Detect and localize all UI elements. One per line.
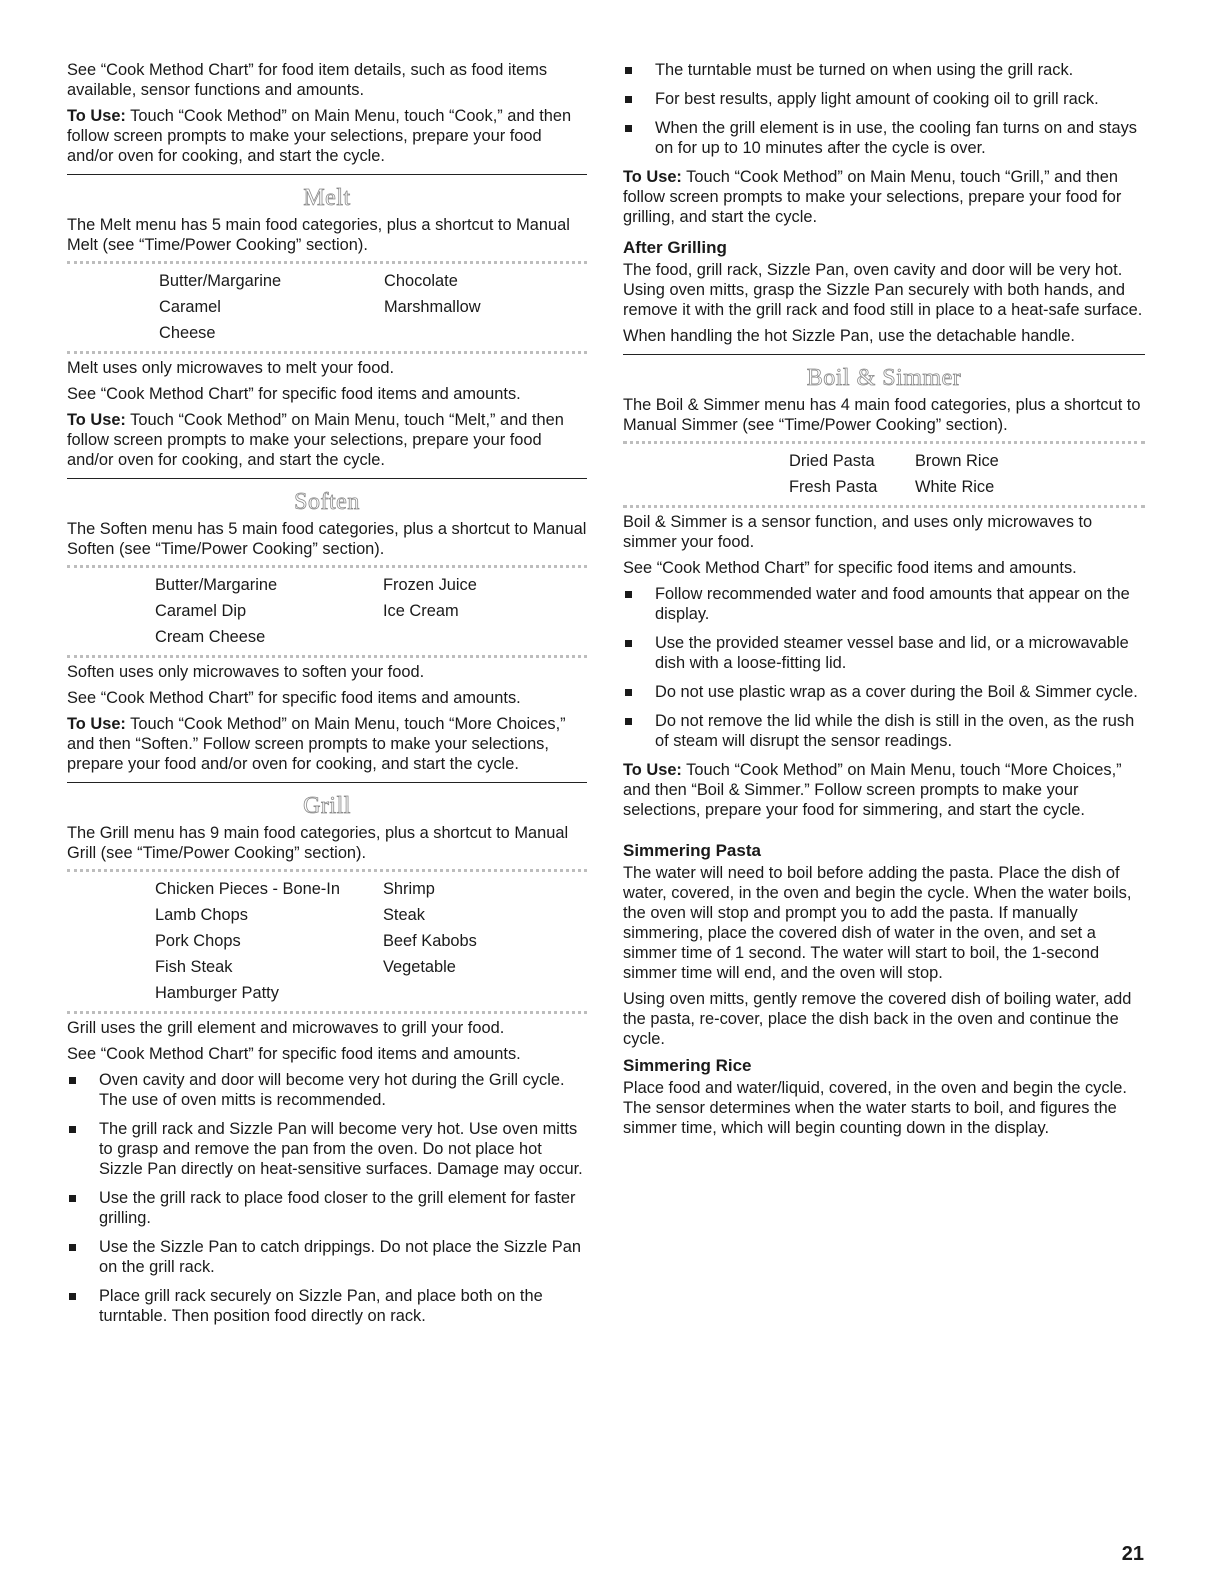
bullet-square-icon	[69, 1293, 76, 1300]
intro-paragraph: See “Cook Method Chart” for food item details, such as food items available, sensor functions and amounts.	[67, 61, 548, 99]
section-divider	[67, 478, 587, 479]
category-item: Cream Cheese	[155, 628, 266, 646]
pasta-p2: Using oven mitts, gently remove the covered dish of boiling water, add the pasta, re-cover, place the dish back in the oven and continue the cycle.	[623, 990, 1132, 1048]
boil-p2: See “Cook Method Chart” for specific food items and amounts.	[623, 559, 1077, 577]
list-item	[67, 1286, 587, 1326]
boil-to-use	[623, 760, 1145, 820]
list-item-text: The turntable must be turned on when using the grill rack.	[655, 61, 1074, 79]
category-item: Ice Cream	[383, 602, 459, 620]
category-item: Frozen Juice	[383, 576, 477, 594]
category-item: Vegetable	[383, 958, 456, 976]
bullet-square-icon	[625, 67, 632, 74]
category-item: Caramel Dip	[155, 602, 247, 620]
to-use-text: Touch “Cook Method” on Main Menu, touch “Grill,” and then follow screen prompts to make your selections, prepare your food for grilling, and start the cycle.	[623, 168, 1122, 226]
after-grilling-p2: When handling the hot Sizzle Pan, use the detachable handle.	[623, 327, 1075, 345]
section-title-soften: Soften	[294, 489, 360, 515]
to-use-label: To Use:	[67, 107, 126, 125]
to-use-label: To Use:	[67, 715, 126, 733]
boil-bullet-list	[623, 584, 1145, 751]
category-item: Lamb Chops	[155, 906, 248, 924]
category-item: Dried Pasta	[789, 452, 875, 470]
list-item	[623, 60, 1145, 80]
section-divider	[67, 174, 587, 175]
list-item-text: Use the grill rack to place food closer to the grill element for faster grilling.	[99, 1189, 576, 1227]
melt-categories	[67, 268, 587, 347]
grill-bullet-list	[67, 1070, 587, 1326]
melt-intro: The Melt menu has 5 main food categories, plus a shortcut to Manual Melt (see “Time/Power Cooking” section).	[67, 216, 570, 254]
right-column	[623, 60, 1145, 1144]
dotted-divider	[67, 869, 587, 872]
list-item	[67, 1119, 587, 1179]
section-title-grill: Grill	[303, 793, 351, 819]
to-use-text: Touch “Cook Method” on Main Menu, touch “More Choices,” and then “Soften.” Follow screen prompts to make your selections, prepare your food and/or oven for cooking, and start the cycle.	[67, 715, 566, 773]
list-item-text: The grill rack and Sizzle Pan will become very hot. Use oven mitts to grasp and remove the pan from the oven. Do not place hot Sizzle Pan directly on heat-sensitive surfaces. Damage may occur.	[99, 1120, 583, 1178]
intro-to-use	[67, 106, 587, 166]
list-item-text: Do not use plastic wrap as a cover during the Boil & Simmer cycle.	[655, 683, 1138, 701]
section-title-boil-simmer: Boil & Simmer	[806, 365, 962, 391]
page-number: 21	[1121, 1543, 1144, 1565]
rice-p1: Place food and water/liquid, covered, in the oven and begin the cycle. The sensor determines when the water starts to boil, and figures the simmer time, which will begin counting down in the display.	[623, 1079, 1127, 1137]
category-item: Butter/Margarine	[159, 272, 282, 290]
section-divider	[623, 354, 1145, 355]
bullet-square-icon	[625, 96, 632, 103]
soften-to-use	[67, 714, 587, 774]
list-item	[67, 1237, 587, 1277]
category-item: Chicken Pieces - Bone-In	[155, 880, 340, 898]
to-use-text: Touch “Cook Method” on Main Menu, touch “Melt,” and then follow screen prompts to make your selections, prepare your food and/or oven for cooking, and start the cycle.	[67, 411, 564, 469]
bullet-square-icon	[69, 1195, 76, 1202]
list-item-text: When the grill element is in use, the cooling fan turns on and stays on for up to 10 minutes after the cycle is over.	[655, 119, 1137, 157]
category-item: Marshmallow	[384, 298, 481, 316]
after-grilling-p1: The food, grill rack, Sizzle Pan, oven cavity and door will be very hot. Using oven mitts, grasp the Sizzle Pan securely with both hands, and remove it with the grill rack and food still in place to a heat-safe surface.	[623, 261, 1143, 319]
list-item-text: Do not remove the lid while the dish is still in the oven, as the rush of steam will disrupt the sensor readings.	[655, 712, 1135, 750]
dotted-divider	[67, 1011, 587, 1014]
section-title-melt: Melt	[303, 185, 351, 211]
list-item	[67, 1070, 587, 1110]
bullet-square-icon	[625, 718, 632, 725]
heading-simmering-pasta: Simmering Pasta	[623, 841, 761, 860]
list-item-text: Use the Sizzle Pan to catch drippings. Do not place the Sizzle Pan on the grill rack.	[99, 1238, 581, 1276]
heading-after-grilling: After Grilling	[623, 238, 727, 257]
to-use-text: Touch “Cook Method” on Main Menu, touch “Cook,” and then follow screen prompts to make your selections, prepare your food and/or oven for cooking, and start the cycle.	[67, 107, 572, 165]
list-item-text: Follow recommended water and food amounts that appear on the display.	[655, 585, 1130, 623]
list-item-text: Oven cavity and door will become very hot during the Grill cycle. The use of oven mitts is recommended.	[99, 1071, 565, 1109]
category-item: Beef Kabobs	[383, 932, 477, 950]
boil-intro: The Boil & Simmer menu has 4 main food categories, plus a shortcut to Manual Simmer (see “Time/Power Cooking” section).	[623, 396, 1141, 434]
melt-to-use	[67, 410, 587, 470]
category-item: Shrimp	[383, 880, 435, 898]
bullet-square-icon	[69, 1077, 76, 1084]
dotted-divider	[67, 351, 587, 354]
to-use-label: To Use:	[623, 761, 682, 779]
category-item: Cheese	[159, 324, 216, 342]
boil-categories	[623, 448, 1145, 501]
pasta-p1: The water will need to boil before adding the pasta. Place the dish of water, covered, in the oven and begin the cycle. When the water boils, the oven will stop and prompt you to add the pasta. If manually simmering, place the covered dish of water in the oven, and set a simmer time of 1 second. The water will start to boil, the 1-second simmer time will end, and the oven will stop.	[623, 864, 1132, 982]
grill-categories	[67, 876, 587, 1007]
category-item: Butter/Margarine	[155, 576, 278, 594]
category-item: Brown Rice	[915, 452, 999, 470]
dotted-divider	[623, 505, 1145, 508]
bullet-square-icon	[625, 689, 632, 696]
to-use-text: Touch “Cook Method” on Main Menu, touch “More Choices,” and then “Boil & Simmer.” Follow screen prompts to make your selections, prepare your food for simmering, and start the cycle.	[623, 761, 1122, 819]
category-item: Caramel	[159, 298, 221, 316]
list-item-text: Place grill rack securely on Sizzle Pan, and place both on the turntable. Then position food directly on rack.	[99, 1287, 543, 1325]
list-item	[623, 633, 1145, 673]
category-item: Hamburger Patty	[155, 984, 279, 1002]
list-item	[623, 118, 1145, 158]
melt-p1: Melt uses only microwaves to melt your food.	[67, 359, 395, 377]
bullet-square-icon	[69, 1126, 76, 1133]
bullet-square-icon	[69, 1244, 76, 1251]
heading-simmering-rice: Simmering Rice	[623, 1056, 752, 1075]
section-divider	[67, 782, 587, 783]
grill-to-use	[623, 167, 1145, 227]
category-item: White Rice	[915, 478, 995, 496]
bullet-square-icon	[625, 640, 632, 647]
list-item	[623, 89, 1145, 109]
category-item: Chocolate	[384, 272, 458, 290]
bullet-square-icon	[625, 591, 632, 598]
list-item	[623, 682, 1145, 702]
boil-p1: Boil & Simmer is a sensor function, and uses only microwaves to simmer your food.	[623, 513, 1093, 551]
category-item: Pork Chops	[155, 932, 241, 950]
grill-intro: The Grill menu has 9 main food categories, plus a shortcut to Manual Grill (see “Time/Power Cooking” section).	[67, 824, 569, 862]
grill-rack-bullet-list	[623, 60, 1145, 158]
category-item: Fish Steak	[155, 958, 233, 976]
list-item	[623, 584, 1145, 624]
soften-p2: See “Cook Method Chart” for specific food items and amounts.	[67, 689, 521, 707]
list-item	[623, 711, 1145, 751]
grill-p2: See “Cook Method Chart” for specific food items and amounts.	[67, 1045, 521, 1063]
grill-p1: Grill uses the grill element and microwaves to grill your food.	[67, 1019, 505, 1037]
list-item	[67, 1188, 587, 1228]
soften-categories	[67, 572, 587, 651]
melt-p2: See “Cook Method Chart” for specific food items and amounts.	[67, 385, 521, 403]
list-item-text: Use the provided steamer vessel base and lid, or a microwavable dish with a loose-fitting lid.	[655, 634, 1129, 672]
to-use-label: To Use:	[623, 168, 682, 186]
to-use-label: To Use:	[67, 411, 126, 429]
category-item: Fresh Pasta	[789, 478, 878, 496]
category-item: Steak	[383, 906, 425, 924]
left-column	[67, 60, 587, 1335]
bullet-square-icon	[625, 125, 632, 132]
soften-intro: The Soften menu has 5 main food categories, plus a shortcut to Manual Soften (see “Time/Power Cooking” section).	[67, 520, 587, 558]
dotted-divider	[67, 261, 587, 264]
dotted-divider	[623, 441, 1145, 444]
list-item-text: For best results, apply light amount of cooking oil to grill rack.	[655, 90, 1099, 108]
soften-p1: Soften uses only microwaves to soften your food.	[67, 663, 425, 681]
dotted-divider	[67, 565, 587, 568]
dotted-divider	[67, 655, 587, 658]
